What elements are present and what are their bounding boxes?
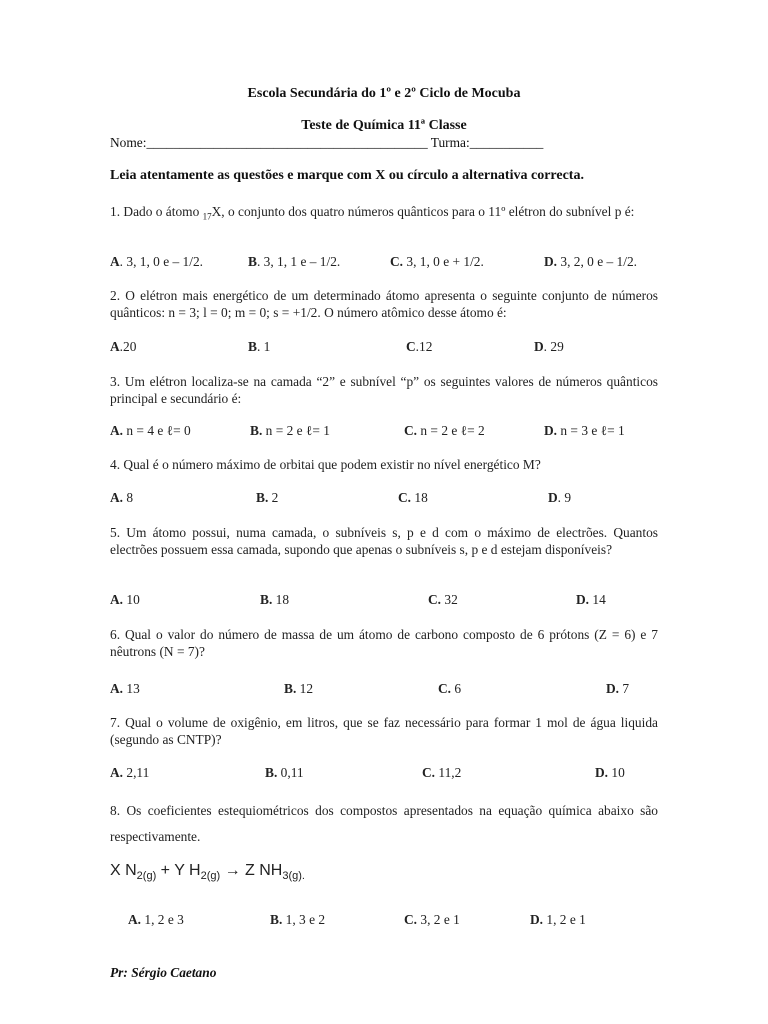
option-b[interactable]: B. 1 <box>248 339 271 354</box>
option-d[interactable]: D. 29 <box>534 339 564 354</box>
option-b[interactable]: B. 0,11 <box>265 765 304 780</box>
question-text: Um elétron localiza-se na camada “2” e subnível “p” os seguintes valores de números quânticos principal e secundário é: <box>110 374 658 406</box>
question-text: Qual o volume de oxigênio, em litros, que se faz necessário para formar 1 mol de água liquida (segundo as CNTP)? <box>110 715 658 747</box>
question-text: Qual é o número máximo de orbitai que podem existir no nível energético M? <box>123 457 541 472</box>
question-number: 1. <box>110 204 121 219</box>
option-a[interactable]: A. 13 <box>110 681 140 696</box>
question-8 <box>110 798 658 850</box>
question-text: Qual o valor do número de massa de um átomo de carbono composto de 6 prótons (Z = 6) e 7 nêutrons (N = 7)? <box>110 627 658 659</box>
question-2 <box>110 287 658 321</box>
option-a[interactable]: A. 3, 1, 0 e – 1/2. <box>110 254 203 269</box>
option-d[interactable]: D. 3, 2, 0 e – 1/2. <box>544 254 637 269</box>
options-q2 <box>110 339 670 357</box>
options-q4 <box>110 490 670 508</box>
option-a[interactable]: A. 8 <box>110 490 134 505</box>
option-a[interactable]: A. n = 4 e ℓ= 0 <box>110 423 191 438</box>
question-text: Um átomo possui, numa camada, o subníveis s, p e d com o máximo de electrões. Quantos electrões possuem essa camada, supondo que apenas o subníveis s, p e d estejam disponíveis? <box>110 525 658 557</box>
question-5 <box>110 524 658 558</box>
option-a[interactable]: A. 2,11 <box>110 765 150 780</box>
options-q6 <box>110 681 670 699</box>
option-d[interactable]: D. 14 <box>576 592 606 607</box>
option-c[interactable]: C. 32 <box>428 592 458 607</box>
question-text: O elétron mais energético de um determinado átomo apresenta o seguinte conjunto de números quânticos: n = 3; l = 0; m = 0; s = +1/2. O número atômico desse átomo é: <box>110 288 659 320</box>
option-c[interactable]: C. 18 <box>398 490 428 505</box>
question-number: 8. <box>110 803 121 818</box>
question-7 <box>110 714 658 748</box>
question-text: Dado o átomo <box>123 204 203 219</box>
author-signature: Pr: Sérgio Caetano <box>110 965 217 980</box>
option-d[interactable]: D. 7 <box>606 681 630 696</box>
option-a[interactable]: A. 10 <box>110 592 140 607</box>
option-b[interactable]: B. 2 <box>256 490 279 505</box>
option-c[interactable]: C. 6 <box>438 681 462 696</box>
school-name: Escola Secundária do 1º e 2º Ciclo de Mocuba <box>247 86 521 101</box>
name-label: Nome: <box>110 135 147 150</box>
option-b[interactable]: B. 1, 3 e 2 <box>270 912 326 927</box>
option-c[interactable]: C. 3, 1, 0 e + 1/2. <box>390 254 484 269</box>
question-number: 4. <box>110 457 121 472</box>
options-q7 <box>110 765 670 783</box>
question-number: 2. <box>110 288 121 303</box>
chemical-equation: X $N_{2(g)} + Y$ $H_{2(g)} \to Z$ $NH_{3(g).}$ <box>110 862 305 883</box>
question-number: 6. <box>110 627 121 642</box>
question-text: Os coeficientes estequiométricos dos compostos apresentados na equação química abaixo são respectivamente. <box>110 803 658 844</box>
option-d[interactable]: D. n = 3 e ℓ= 1 <box>544 423 625 438</box>
instructions: Leia atentamente as questões e marque com X ou círculo a alternativa correcta. <box>110 168 584 183</box>
options-q1 <box>110 254 670 272</box>
option-b[interactable]: B. 12 <box>284 681 314 696</box>
class-field[interactable]: ___________ <box>469 135 544 150</box>
option-d[interactable]: D. 1, 2 e 1 <box>530 912 586 927</box>
options-q5 <box>110 592 670 610</box>
options-q8 <box>110 912 670 930</box>
question-text-cont: X, o conjunto dos quatro números quânticos para o 11º elétron do subnível p é: <box>211 204 635 219</box>
test-title: Teste de Química 11ª Classe <box>301 118 467 133</box>
question-3 <box>110 373 658 407</box>
question-1 <box>110 203 658 226</box>
option-c[interactable]: C. n = 2 e ℓ= 2 <box>404 423 485 438</box>
atomic-number-subscript: 17 <box>202 211 212 222</box>
option-b[interactable]: B. n = 2 e ℓ= 1 <box>250 423 330 438</box>
question-number: 5. <box>110 525 121 540</box>
option-c[interactable]: C. 11,2 <box>422 765 462 780</box>
option-b[interactable]: B. 18 <box>260 592 290 607</box>
option-d[interactable]: D. 10 <box>595 765 625 780</box>
class-label: Turma: <box>430 135 470 150</box>
question-number: 3. <box>110 374 121 389</box>
name-line-row <box>110 135 543 151</box>
name-field[interactable]: __________________________________________ <box>146 135 428 150</box>
question-number: 7. <box>110 715 121 730</box>
option-c[interactable]: C.12 <box>406 339 433 354</box>
option-b[interactable]: B. 3, 1, 1 e – 1/2. <box>248 254 341 269</box>
option-a[interactable]: A.20 <box>110 339 137 354</box>
question-4 <box>110 456 658 473</box>
option-c[interactable]: C. 3, 2 e 1 <box>404 912 460 927</box>
question-6 <box>110 626 658 660</box>
option-a[interactable]: A. 1, 2 e 3 <box>128 912 184 927</box>
option-d[interactable]: D. 9 <box>548 490 572 505</box>
options-q3 <box>110 423 670 441</box>
